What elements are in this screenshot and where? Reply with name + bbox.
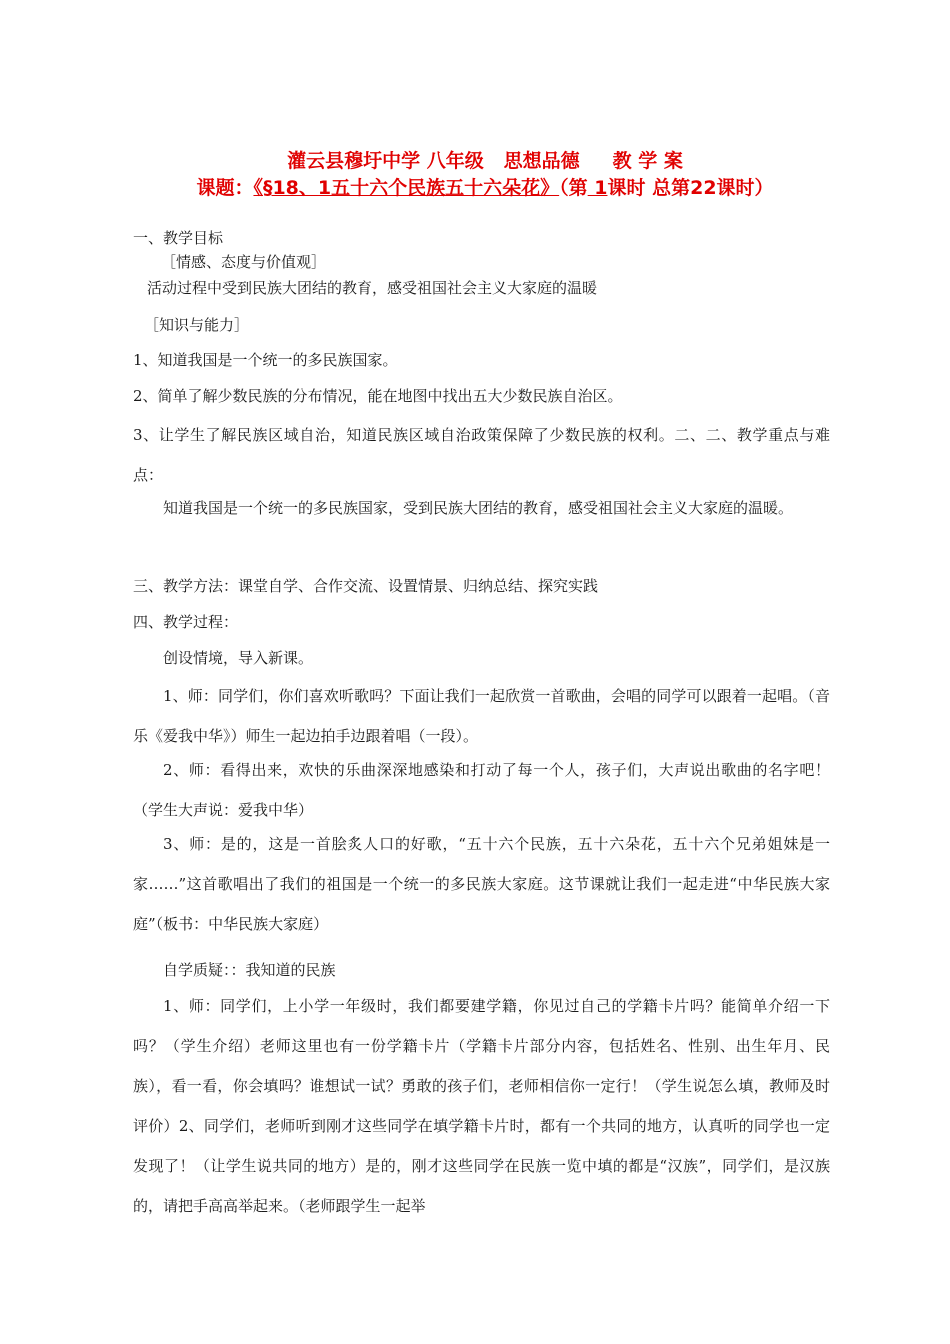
process-paragraph-3-text: 3、师：是的，这是一首脍炙人口的好歌，“五十六个民族，五十六朵花，五十六个兄弟姐妹是一家……”这首歌唱出了我们的祖国是一个统一的多民族大家庭。这节课就让我们一起走进“中华民族大家庭”（板书：中华民族大家庭） (133, 835, 830, 933)
topic-prefix: 课题： (196, 177, 254, 199)
topic-name: 《§18、1五十六个民族五十六朵花》 (253, 177, 560, 199)
key-points-paragraph (133, 488, 830, 528)
self-study-subheading: 自学质疑：：我知道的民族 (163, 961, 336, 979)
title-line-topic (140, 175, 830, 202)
lesson-number: 1 (587, 177, 608, 199)
lesson-prefix: （第 (559, 177, 588, 199)
process-paragraph-3 (133, 824, 830, 944)
subheading-attitude: ［情感、态度与价值观］ (161, 253, 327, 271)
process-paragraph-4 (133, 986, 830, 1226)
lesson-suffix: 课时 总第22课时） (607, 177, 774, 199)
process-paragraph-2-text: 2、师：看得出来，欢快的乐曲深深地感染和打动了每一个人，孩子们，大声说出歌曲的名字吧！（学生大声说：爱我中华） (133, 761, 830, 819)
goal-item-2: 2、简单了解少数民族的分布情况，能在地图中找出五大少数民族自治区。 (133, 387, 623, 405)
subheading-knowledge: ［知识与能力］ (144, 316, 250, 334)
section-heading-methods: 三、教学方法：课堂自学、合作交流、设置情景、归纳总结、探究实践 (133, 577, 599, 595)
title-line-school: 灌云县穆圩中学 八年级 思想品德 教 学 案 (287, 150, 683, 172)
goal-item-3: 3、让学生了解民族区域自治，知道民族区域自治政策保障了少数民族的权利。二、二、教学重点与难点： (133, 426, 830, 484)
key-points-text: 知道我国是一个统一的多民族国家，受到民族大团结的教育，感受祖国社会主义大家庭的温暖。 (163, 499, 794, 517)
goal-item-1: 1、知道我国是一个统一的多民族国家。 (133, 351, 398, 369)
process-paragraph-4-text: 1、师：同学们，上小学一年级时，我们都要建学籍，你见过自己的学籍卡片吗？能简单介绍一下吗？（学生介绍）老师这里也有一份学籍卡片（学籍卡片部分内容，包括姓名、性别、出生年月、民族），看一看，你会填吗？谁想试一试？勇敢的孩子们，老师相信你一定行！（学生说怎么填，教师及时评价）2、同学们，老师听到刚才这些同学在填学籍卡片时，都有一个共同的地方，认真听的同学也一定发现了！（让学生说共同的地方）是的，刚才这些同学在民族一览中填的都是“汉族”，同学们，是汉族的，请把手高高举起来。（老师跟学生一起举 (133, 997, 830, 1215)
process-paragraph-1-text: 1、师：同学们，你们喜欢听歌吗？下面让我们一起欣赏一首歌曲，会唱的同学可以跟着一起唱。（音乐《爱我中华》）师生一起边拍手边跟着唱（一段）。 (133, 687, 830, 745)
process-paragraph-1 (133, 676, 830, 756)
process-intro: 创设情境，导入新课。 (163, 649, 314, 667)
document-title (140, 148, 830, 202)
section-heading-goals: 一、教学目标 (133, 229, 224, 247)
attitude-text: 活动过程中受到民族大团结的教育，感受祖国社会主义大家庭的温暖 (147, 279, 598, 297)
section-heading-process: 四、教学过程： (133, 613, 239, 631)
process-paragraph-2 (133, 750, 830, 830)
